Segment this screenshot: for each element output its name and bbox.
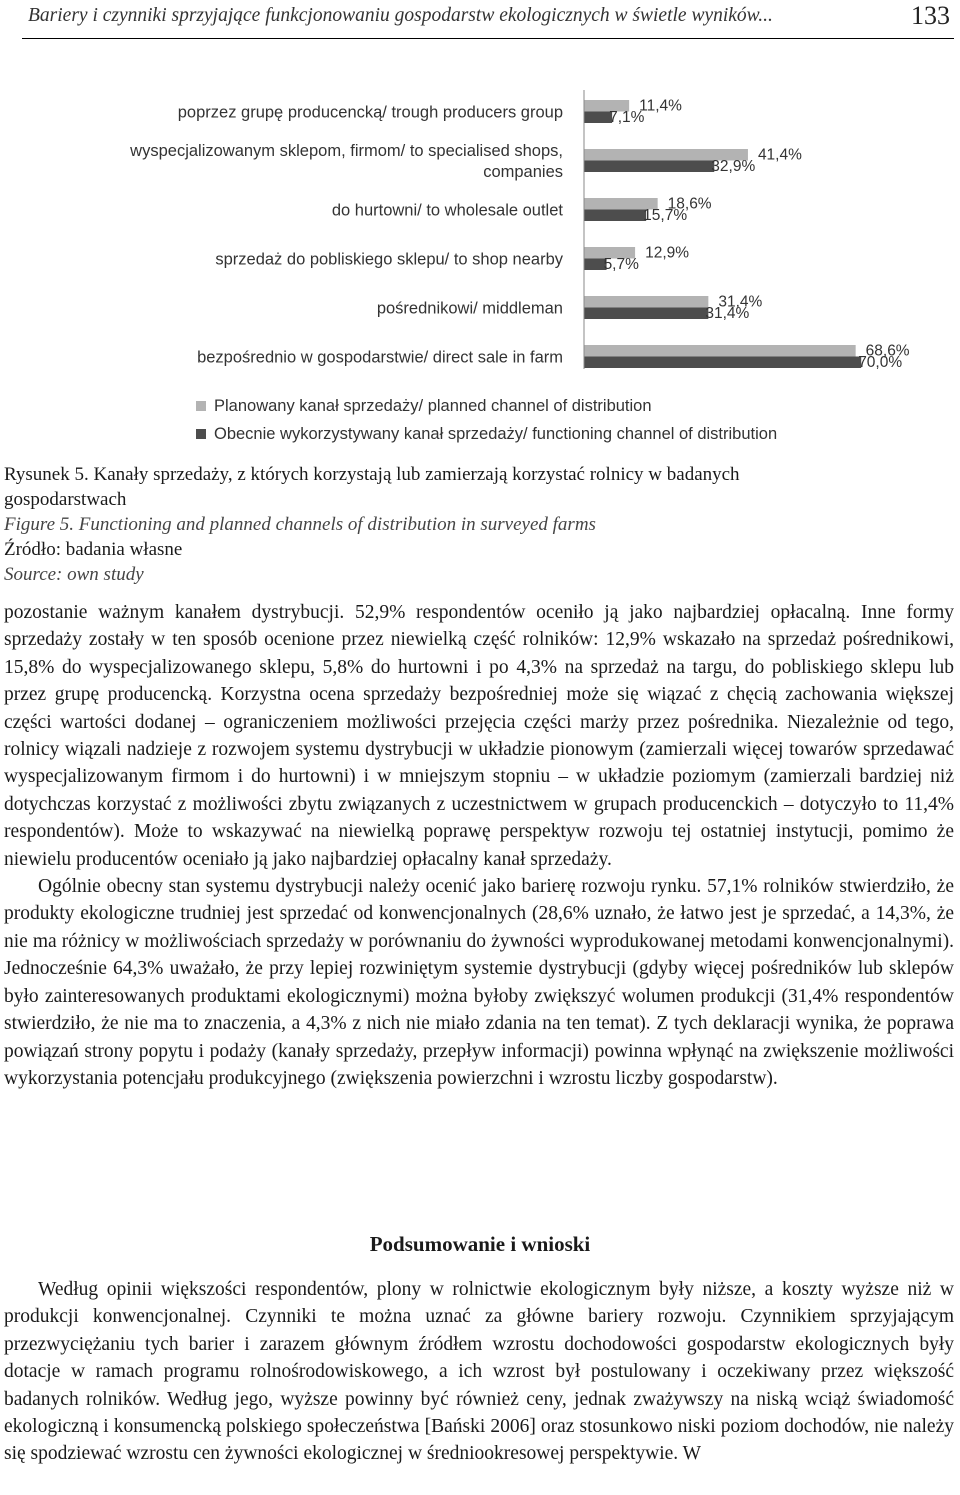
legend-swatch-planned: [196, 401, 206, 411]
category-label: bezpośrednio w gospodarstwie/ direct sale in farm: [197, 348, 563, 367]
body-paragraph-2: Ogólnie obecny stan systemu dystrybucji należy ocenić jako barierę rozwoju rynku. 57,1% rolników stwierdziło, że produkty ekologiczne trudniej jest sprzedać od konwencjonalnych (28,6% uznało, że łatwo jest je sprzedać, a 14,3%, że nie ma różnicy w możliwościach sprzedaży w porównaniu do żywności wyprodukowanej metodami konwencjonalnymi). Jednocześnie 64,3% uważało, że przy lepiej rozwiniętym systemie dystrybucji (gdyby więcej pośredników lub sklepów było zainteresowanych produktami ekologicznymi) można byłoby zwiększyć wolumen produkcji (31,4% respondentów stwierdziło, że nie ma to znaczenia, a 4,3% z nich nie miało zdania na ten temat). Z tych deklaracji wynika, że poprawa powiązań strony popytu i podaży (kanały sprzedaży, przepływ informacji) powinna wpłynąć na zwiększenie możliwości wykorzystania potencjału produkcyjnego (zwiększenia powierzchni i wzrostu liczby gospodarstw).: [4, 876, 954, 1089]
data-label-functioning: 7,1%: [609, 109, 645, 126]
legend-label-functioning: Obecnie wykorzystywany kanał sprzedaży/ functioning channel of distribution: [214, 424, 778, 443]
data-label-planned: 12,9%: [645, 244, 690, 262]
bar-functioning: [584, 308, 708, 320]
data-label-functioning: 15,7%: [643, 207, 688, 224]
category-label: pośrednikowi/ middleman: [376, 299, 563, 318]
section-heading: Podsumowanie i wnioski: [369, 1232, 591, 1256]
data-label-functioning: 31,4%: [705, 305, 750, 322]
running-header-title: Bariery i czynniki sprzyjające funkcjonowaniu gospodarstw ekologicznych w świetle wyników...: [28, 5, 773, 26]
body-paragraph-1: pozostanie ważnym kanałem dystrybucji. 52,9% respondentów oceniło ją jako najbardziej opłacalną. Inne formy sprzedaży zostały w ten sposób ocenione przez niewielką część rolników: 12,9% wskazało na sprzedaż pośrednikowi, 15,8% do wyspecjalizowanego sklepu, 5,8% do hurtowni i po 4,3% na sprzedaż na targu, do pobliskiego sklepu lub przez grupę producencką. Korzystna ocena sprzedaży bezpośredniej może się wiązać z chęcią zachowania większej części wartości dodanej – ograniczeniem możliwości przejęcia części marży przez pośrednika. Niezależnie od tego, rolnicy wiązali nadzieje z rozwojem systemu dystrybucji w układzie pionowym (zamierzali więcej towarów sprzedawać wyspecjalizowanym firmom i do hurtowni) i w mniejszym stopniu – w układzie poziomym (zamierzali bardziej niż dotychczas korzystać z możliwości zbytu związanych z uczestnictwem w grupach producenckich – dotyczyło to 11,4% respondentów). Może to wskazywać na niewielką poprawę perspektyw rozwoju tej ostatniej instytucji, pomimo że niewielu producentów oceniało ją jako najbardziej opłacalny kanał sprzedaży.: [4, 602, 954, 870]
body-text: [4, 599, 954, 1092]
figure-caption-pl-line2: gospodarstwach: [4, 489, 127, 510]
section-paragraph-1: Według opinii większości respondentów, plony w rolnictwie ekologicznym były niższe, a koszty wyższe niż w produkcji konwencjonalnej. Czynniki te można uznać za główne bariery rozwoju. Czynnikiem sprzyjającym przezwyciężaniu tych barier i zarazem głównym źródłem wzrostu dochodowości gospodarstw ekologicznych były dotacje w ramach programu rolnośrodowiskowego, a ich wzrost był postulowany i oczekiwany przez większość badanych rolników. Według jego, wyższe powinny być również ceny, jednak zważywszy na niską wciąż świadomość ekologiczną i konsumencką polskiego społeczeństwa [Bański 2006] oraz stosunkowo niski poziom dochodów, nie należy się spodziewać wzrostu cen żywności ekologicznej w średniookresowej perspektywie. W: [4, 1279, 954, 1465]
bar-functioning: [584, 161, 714, 173]
figure-caption-pl-line1: Rysunek 5. Kanały sprzedaży, z których korzystają lub zamierzają korzystać rolnicy w badanych: [4, 464, 740, 485]
category-label: do hurtowni/ to wholesale outlet: [331, 201, 563, 220]
bar-functioning: [584, 357, 861, 369]
running-header: [22, 0, 954, 39]
bar-planned: [584, 345, 856, 357]
bar-functioning: [584, 210, 646, 222]
legend-label-planned: Planowany kanał sprzedaży/ planned channel of distribution: [214, 396, 652, 415]
data-label-planned: 68,6%: [865, 342, 910, 360]
data-label-planned: 41,4%: [757, 146, 802, 164]
bar-planned: [584, 296, 708, 308]
data-label-functioning: 5,7%: [603, 256, 639, 273]
chart-legend: [196, 392, 777, 448]
bar-functioning: [584, 112, 612, 124]
data-label-planned: 18,6%: [667, 195, 712, 213]
category-label: wyspecjalizowanym sklepom, firmom/ to specialised shops, companies: [130, 142, 563, 181]
data-label-planned: 11,4%: [639, 97, 682, 115]
figure-source-pl: Źródło: badania własne: [4, 539, 183, 560]
legend-item-planned: [196, 392, 777, 420]
figure-source-en: Source: own study: [4, 564, 144, 585]
section-text: [4, 1276, 954, 1468]
data-label-functioning: 70,0%: [858, 354, 903, 371]
figure-caption: [4, 462, 954, 587]
sales-channels-bar-chart: [0, 90, 960, 390]
legend-item-functioning: [196, 420, 777, 448]
category-label: sprzedaż do pobliskiego sklepu/ to shop nearby: [215, 250, 563, 269]
page-number: 133: [911, 1, 950, 30]
category-label: poprzez grupę producencką/ trough producers group: [177, 103, 563, 122]
data-label-planned: 31,4%: [718, 293, 763, 311]
figure-caption-en: Figure 5. Functioning and planned channels of distribution in surveyed farms: [4, 514, 596, 535]
legend-swatch-functioning: [196, 429, 206, 439]
data-label-functioning: 32,9%: [711, 158, 756, 175]
